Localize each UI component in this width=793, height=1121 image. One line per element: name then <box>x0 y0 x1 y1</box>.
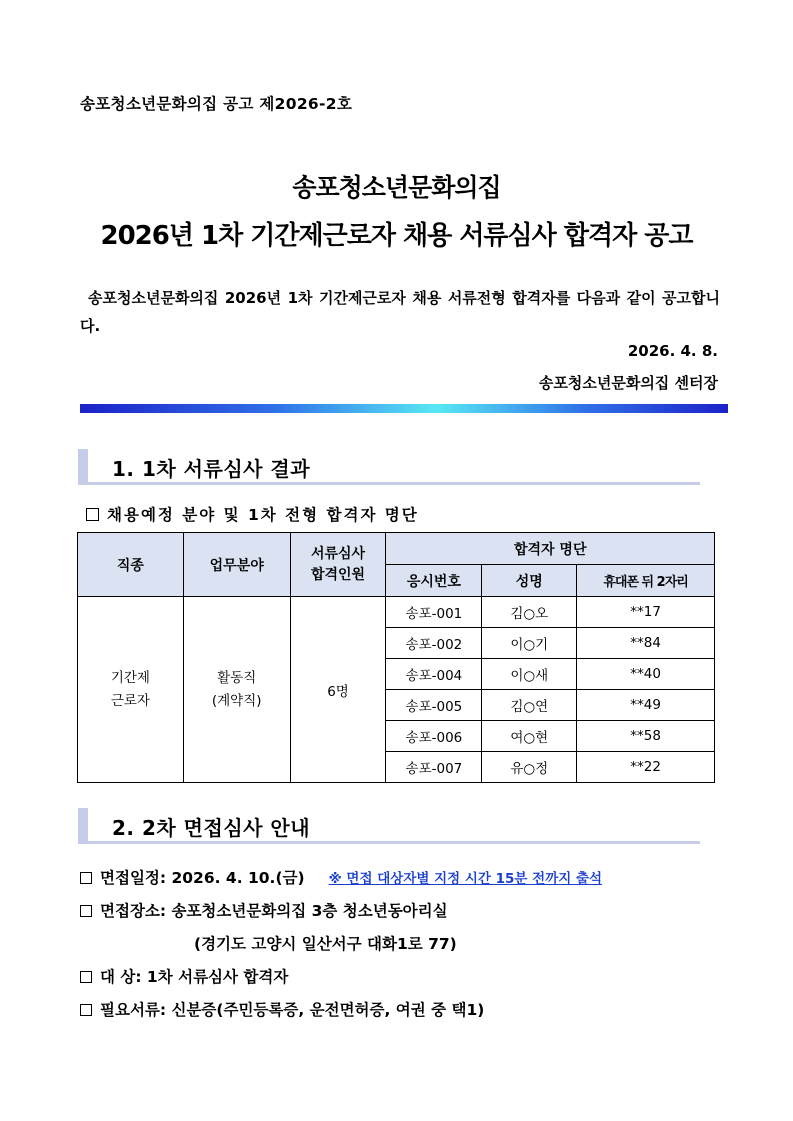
intro-paragraph: 송포청소년문화의집 2026년 1차 기간제근로자 채용 서류전형 합격자를 다음과 같이 공고합니다. <box>80 289 720 335</box>
cell-field: 활동직 (계약직) <box>183 597 290 783</box>
notice-number: 송포청소년문화의집 공고 제2026-2호 <box>80 95 353 113</box>
header-passers: 합격자 명단 <box>386 533 715 565</box>
documents-item <box>80 998 484 1020</box>
header-exam-no: 응시번호 <box>386 565 482 597</box>
checkbox-icon <box>80 1004 92 1016</box>
section1-subtitle <box>86 503 419 525</box>
checkbox-icon <box>80 872 92 884</box>
issuer: 송포청소년문화의집 센터장 <box>538 374 718 392</box>
checkbox-icon <box>80 971 92 983</box>
cell-phone: **84 <box>577 628 715 659</box>
passers-table <box>77 532 715 783</box>
cell-name: 김○연 <box>482 690 577 721</box>
header-field: 업무분야 <box>183 533 290 597</box>
cell-exam-no: 송포-006 <box>386 721 482 752</box>
checkbox-icon <box>80 905 92 917</box>
header-name: 성명 <box>482 565 577 597</box>
section2-title: 2. 2차 면접심사 안내 <box>112 816 311 840</box>
cell-name: 김○오 <box>482 597 577 628</box>
header-phone: 휴대폰 뒤 2자리 <box>577 565 715 597</box>
interview-note: ※ 면접 대상자별 지정 시간 15분 전까지 출석 <box>328 871 603 887</box>
cell-phone: **58 <box>577 721 715 752</box>
cell-pass-count: 6명 <box>290 597 386 783</box>
documents: 필요서류: 신분증(주민등록증, 운전면허증, 여권 중 택1) <box>100 1001 485 1019</box>
cell-phone: **17 <box>577 597 715 628</box>
checkbox-icon <box>86 508 99 521</box>
target-item <box>80 965 288 987</box>
announcement-date: 2026. 4. 8. <box>627 342 718 360</box>
interview-date-item <box>80 866 602 888</box>
cell-phone: **22 <box>577 752 715 783</box>
section1-subtitle-text: 채용예정 분야 및 1차 전형 합격자 명단 <box>107 506 419 524</box>
page-title: 송포청소년문화의집 <box>292 173 501 202</box>
interview-place: 면접장소: 송포청소년문화의집 3층 청소년동아리실 <box>100 902 448 920</box>
interview-place-item <box>80 899 448 921</box>
page-subtitle: 2026년 1차 기간제근로자 채용 서류심사 합격자 공고 <box>100 221 693 251</box>
cell-job-type: 기간제 근로자 <box>78 597 184 783</box>
cell-name: 여○현 <box>482 721 577 752</box>
table-row <box>78 597 715 628</box>
cell-phone: **49 <box>577 690 715 721</box>
cell-phone: **40 <box>577 659 715 690</box>
cell-exam-no: 송포-007 <box>386 752 482 783</box>
cell-exam-no: 송포-001 <box>386 597 482 628</box>
interview-date: 면접일정: 2026. 4. 10.(금) <box>100 869 305 887</box>
cell-exam-no: 송포-005 <box>386 690 482 721</box>
cell-exam-no: 송포-002 <box>386 628 482 659</box>
interview-address: (경기도 고양시 일산서구 대화1로 77) <box>194 935 457 953</box>
cell-name: 이○새 <box>482 659 577 690</box>
cell-exam-no: 송포-004 <box>386 659 482 690</box>
target: 대 상: 1차 서류심사 합격자 <box>100 968 289 986</box>
gradient-divider <box>80 404 728 413</box>
cell-name: 이○기 <box>482 628 577 659</box>
section2-header <box>78 808 700 844</box>
section1-header <box>78 449 700 485</box>
section1-title: 1. 1차 서류심사 결과 <box>112 457 311 481</box>
header-pass-count: 서류심사 합격인원 <box>290 533 386 597</box>
cell-name: 유○정 <box>482 752 577 783</box>
header-job-type: 직종 <box>78 533 184 597</box>
